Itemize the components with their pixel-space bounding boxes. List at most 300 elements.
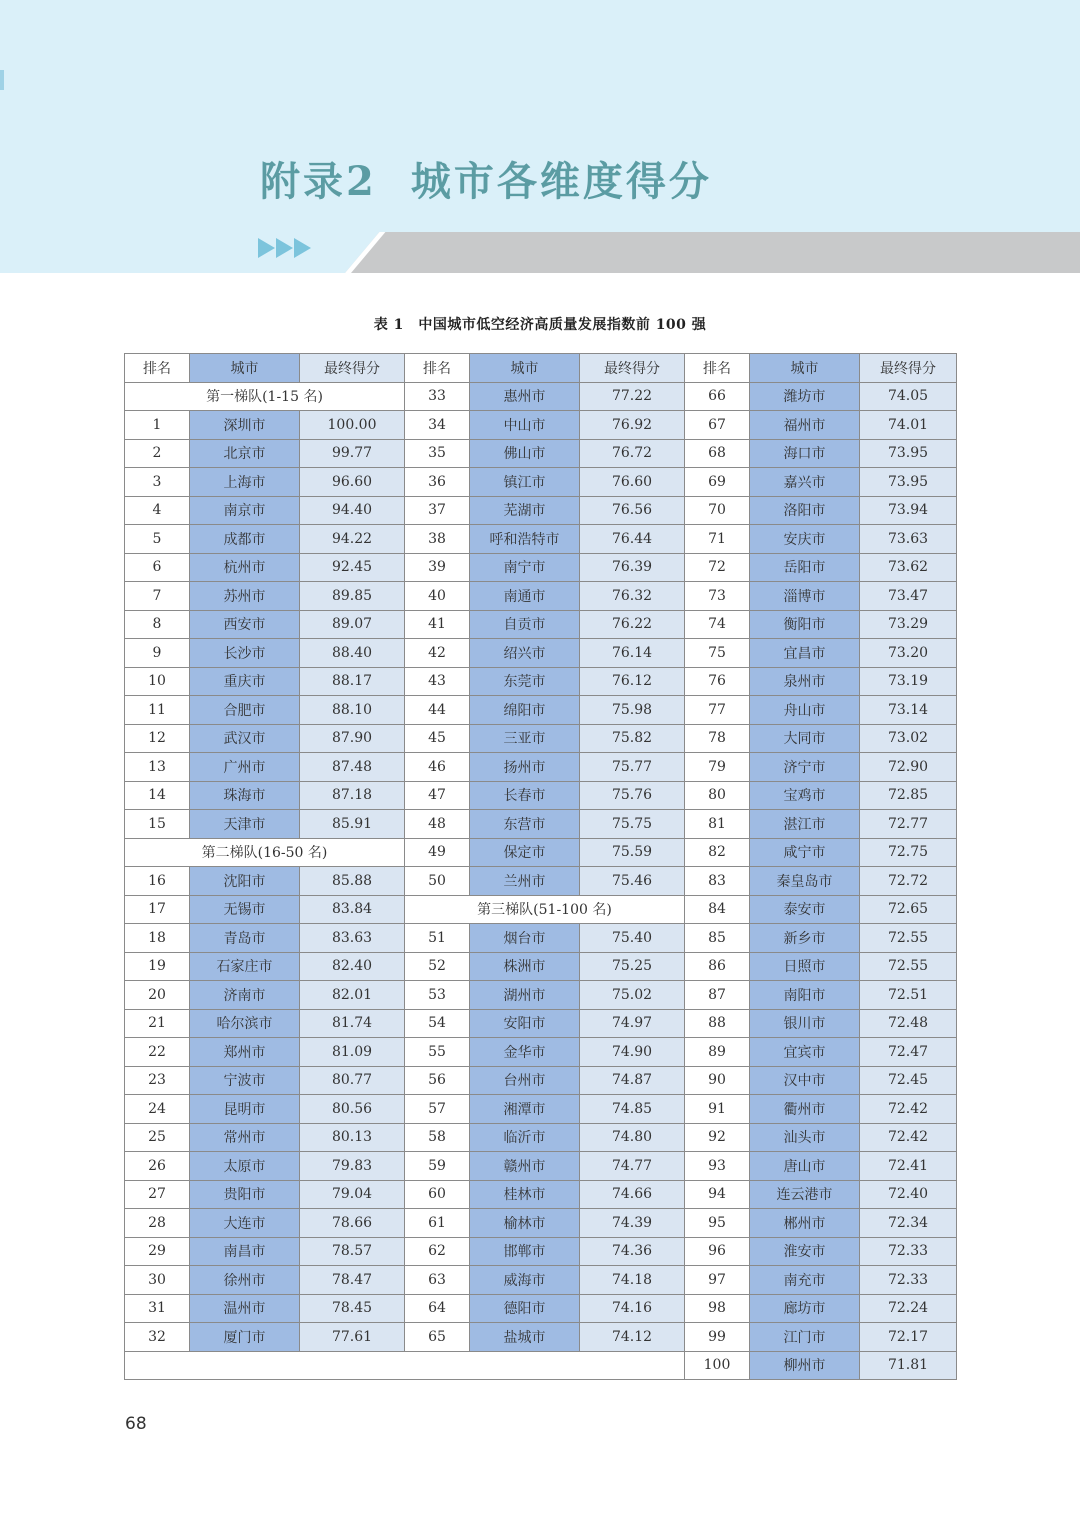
rank-cell: 20 xyxy=(125,981,190,1010)
rank-cell: 24 xyxy=(125,1095,190,1124)
score-cell: 96.60 xyxy=(300,468,405,497)
table-row xyxy=(125,753,957,782)
table-row xyxy=(125,1180,957,1209)
city-cell: 赣州市 xyxy=(470,1152,580,1181)
score-cell: 74.18 xyxy=(580,1266,685,1295)
rank-cell: 76 xyxy=(685,667,750,696)
rank-cell: 39 xyxy=(405,553,470,582)
page-title-prefix: 附录2 xyxy=(260,158,377,205)
city-cell: 东营市 xyxy=(470,810,580,839)
rank-cell: 84 xyxy=(685,895,750,924)
rank-cell: 30 xyxy=(125,1266,190,1295)
table-row xyxy=(125,1266,957,1295)
score-cell: 74.05 xyxy=(860,382,957,411)
arrow-right-icon xyxy=(294,238,311,258)
rank-cell: 96 xyxy=(685,1237,750,1266)
table-row xyxy=(125,1038,957,1067)
city-cell: 连云港市 xyxy=(750,1180,860,1209)
score-cell: 76.92 xyxy=(580,411,685,440)
rank-cell: 12 xyxy=(125,724,190,753)
city-cell: 芜湖市 xyxy=(470,496,580,525)
city-cell: 湛江市 xyxy=(750,810,860,839)
score-cell: 72.33 xyxy=(860,1266,957,1295)
score-cell: 76.32 xyxy=(580,582,685,611)
score-cell: 74.16 xyxy=(580,1294,685,1323)
city-cell: 汕头市 xyxy=(750,1123,860,1152)
score-cell: 72.40 xyxy=(860,1180,957,1209)
city-cell: 泉州市 xyxy=(750,667,860,696)
table-row xyxy=(125,582,957,611)
score-cell: 76.39 xyxy=(580,553,685,582)
city-cell: 兰州市 xyxy=(470,867,580,896)
city-cell: 太原市 xyxy=(190,1152,300,1181)
table-header-row xyxy=(125,354,957,383)
rank-cell: 18 xyxy=(125,924,190,953)
score-cell: 76.22 xyxy=(580,610,685,639)
arrow-right-icon xyxy=(258,238,275,258)
table-row xyxy=(125,439,957,468)
city-cell: 嘉兴市 xyxy=(750,468,860,497)
city-cell: 南昌市 xyxy=(190,1237,300,1266)
rank-cell: 42 xyxy=(405,639,470,668)
rank-cell: 93 xyxy=(685,1152,750,1181)
city-cell: 惠州市 xyxy=(470,382,580,411)
rank-cell: 31 xyxy=(125,1294,190,1323)
table-row xyxy=(125,525,957,554)
rank-cell: 17 xyxy=(125,895,190,924)
score-cell: 74.36 xyxy=(580,1237,685,1266)
rank-cell: 73 xyxy=(685,582,750,611)
table-row xyxy=(125,1294,957,1323)
city-cell: 宝鸡市 xyxy=(750,781,860,810)
city-cell: 三亚市 xyxy=(470,724,580,753)
score-cell: 74.85 xyxy=(580,1095,685,1124)
rank-cell: 86 xyxy=(685,952,750,981)
score-cell: 76.60 xyxy=(580,468,685,497)
rank-cell: 100 xyxy=(685,1351,750,1380)
score-cell: 94.22 xyxy=(300,525,405,554)
banner-edge-mark xyxy=(0,70,4,90)
score-cell: 88.10 xyxy=(300,696,405,725)
score-cell: 72.55 xyxy=(860,952,957,981)
rank-cell: 58 xyxy=(405,1123,470,1152)
city-cell: 衢州市 xyxy=(750,1095,860,1124)
rank-cell: 80 xyxy=(685,781,750,810)
column-header: 最终得分 xyxy=(580,354,685,383)
rank-cell: 23 xyxy=(125,1066,190,1095)
score-cell: 75.59 xyxy=(580,838,685,867)
rank-cell: 66 xyxy=(685,382,750,411)
arrow-right-icon xyxy=(276,238,293,258)
rank-cell: 32 xyxy=(125,1323,190,1352)
rank-cell: 46 xyxy=(405,753,470,782)
city-cell: 潍坊市 xyxy=(750,382,860,411)
city-cell: 南通市 xyxy=(470,582,580,611)
city-cell: 深圳市 xyxy=(190,411,300,440)
table-caption: 表 1 中国城市低空经济高质量发展指数前 100 强 xyxy=(373,317,707,333)
city-cell: 呼和浩特市 xyxy=(470,525,580,554)
column-header: 排名 xyxy=(125,354,190,383)
score-cell: 72.41 xyxy=(860,1152,957,1181)
score-cell: 87.90 xyxy=(300,724,405,753)
tier-label: 第一梯队(1-15 名) xyxy=(125,382,405,411)
rank-cell: 70 xyxy=(685,496,750,525)
table-row xyxy=(125,867,957,896)
city-cell: 青岛市 xyxy=(190,924,300,953)
score-cell: 72.17 xyxy=(860,1323,957,1352)
city-cell: 杭州市 xyxy=(190,553,300,582)
city-cell: 大同市 xyxy=(750,724,860,753)
rank-cell: 55 xyxy=(405,1038,470,1067)
score-cell: 80.13 xyxy=(300,1123,405,1152)
table-row xyxy=(125,496,957,525)
score-cell: 73.63 xyxy=(860,525,957,554)
rank-cell: 15 xyxy=(125,810,190,839)
city-cell: 重庆市 xyxy=(190,667,300,696)
rank-cell: 89 xyxy=(685,1038,750,1067)
score-cell: 72.75 xyxy=(860,838,957,867)
city-cell: 天津市 xyxy=(190,810,300,839)
score-cell: 78.66 xyxy=(300,1209,405,1238)
rank-cell: 40 xyxy=(405,582,470,611)
triple-arrow-icon xyxy=(258,238,312,258)
page-number: 68 xyxy=(125,1414,147,1434)
rank-cell: 45 xyxy=(405,724,470,753)
rank-cell: 33 xyxy=(405,382,470,411)
rank-cell: 68 xyxy=(685,439,750,468)
city-cell: 郑州市 xyxy=(190,1038,300,1067)
rank-cell: 1 xyxy=(125,411,190,440)
city-cell: 安庆市 xyxy=(750,525,860,554)
city-cell: 郴州市 xyxy=(750,1209,860,1238)
city-cell: 盐城市 xyxy=(470,1323,580,1352)
score-cell: 99.77 xyxy=(300,439,405,468)
score-cell: 72.65 xyxy=(860,895,957,924)
rank-cell: 2 xyxy=(125,439,190,468)
city-cell: 厦门市 xyxy=(190,1323,300,1352)
score-cell: 73.14 xyxy=(860,696,957,725)
rank-cell: 29 xyxy=(125,1237,190,1266)
score-cell: 73.94 xyxy=(860,496,957,525)
city-cell: 徐州市 xyxy=(190,1266,300,1295)
rank-cell: 75 xyxy=(685,639,750,668)
column-header: 城市 xyxy=(470,354,580,383)
score-cell: 76.72 xyxy=(580,439,685,468)
rank-cell: 47 xyxy=(405,781,470,810)
city-cell: 临沂市 xyxy=(470,1123,580,1152)
city-cell: 武汉市 xyxy=(190,724,300,753)
score-cell: 72.85 xyxy=(860,781,957,810)
score-cell: 73.20 xyxy=(860,639,957,668)
rank-cell: 63 xyxy=(405,1266,470,1295)
city-cell: 自贡市 xyxy=(470,610,580,639)
score-cell: 88.40 xyxy=(300,639,405,668)
rank-cell: 98 xyxy=(685,1294,750,1323)
city-cell: 海口市 xyxy=(750,439,860,468)
score-cell: 75.40 xyxy=(580,924,685,953)
score-cell: 76.56 xyxy=(580,496,685,525)
rank-cell: 72 xyxy=(685,553,750,582)
city-cell: 洛阳市 xyxy=(750,496,860,525)
rank-cell: 60 xyxy=(405,1180,470,1209)
city-cell: 宜昌市 xyxy=(750,639,860,668)
city-cell: 绍兴市 xyxy=(470,639,580,668)
table-row xyxy=(125,724,957,753)
score-cell: 72.33 xyxy=(860,1237,957,1266)
score-cell: 94.40 xyxy=(300,496,405,525)
rank-cell: 27 xyxy=(125,1180,190,1209)
rank-cell: 37 xyxy=(405,496,470,525)
rank-cell: 28 xyxy=(125,1209,190,1238)
city-cell: 宁波市 xyxy=(190,1066,300,1095)
rank-cell: 74 xyxy=(685,610,750,639)
city-cell: 烟台市 xyxy=(470,924,580,953)
table-row xyxy=(125,696,957,725)
city-cell: 合肥市 xyxy=(190,696,300,725)
city-cell: 南充市 xyxy=(750,1266,860,1295)
score-cell: 75.02 xyxy=(580,981,685,1010)
table-row xyxy=(125,781,957,810)
score-cell: 74.12 xyxy=(580,1323,685,1352)
score-cell: 75.82 xyxy=(580,724,685,753)
score-cell: 100.00 xyxy=(300,411,405,440)
city-cell: 淄博市 xyxy=(750,582,860,611)
rank-cell: 71 xyxy=(685,525,750,554)
rank-cell: 25 xyxy=(125,1123,190,1152)
column-header: 最终得分 xyxy=(300,354,405,383)
score-cell: 85.91 xyxy=(300,810,405,839)
rank-cell: 85 xyxy=(685,924,750,953)
score-cell: 81.09 xyxy=(300,1038,405,1067)
rank-cell: 22 xyxy=(125,1038,190,1067)
city-cell: 汉中市 xyxy=(750,1066,860,1095)
rank-cell: 59 xyxy=(405,1152,470,1181)
city-cell: 泰安市 xyxy=(750,895,860,924)
score-cell: 73.47 xyxy=(860,582,957,611)
page-title-main: 城市各维度得分 xyxy=(410,158,712,205)
city-cell: 台州市 xyxy=(470,1066,580,1095)
city-cell: 广州市 xyxy=(190,753,300,782)
city-cell: 榆林市 xyxy=(470,1209,580,1238)
table-row xyxy=(125,639,957,668)
rank-cell: 61 xyxy=(405,1209,470,1238)
table-row xyxy=(125,382,957,411)
city-cell: 岳阳市 xyxy=(750,553,860,582)
column-header: 城市 xyxy=(750,354,860,383)
city-cell: 南宁市 xyxy=(470,553,580,582)
score-cell: 82.40 xyxy=(300,952,405,981)
score-cell: 71.81 xyxy=(860,1351,957,1380)
rank-cell: 69 xyxy=(685,468,750,497)
rank-cell: 91 xyxy=(685,1095,750,1124)
score-cell: 87.18 xyxy=(300,781,405,810)
score-cell: 77.61 xyxy=(300,1323,405,1352)
score-cell: 72.42 xyxy=(860,1123,957,1152)
table-row xyxy=(125,1123,957,1152)
tier-label: 第二梯队(16-50 名) xyxy=(125,838,405,867)
score-cell: 78.47 xyxy=(300,1266,405,1295)
rank-cell: 21 xyxy=(125,1009,190,1038)
city-cell: 南阳市 xyxy=(750,981,860,1010)
city-cell: 淮安市 xyxy=(750,1237,860,1266)
score-cell: 92.45 xyxy=(300,553,405,582)
score-cell: 72.45 xyxy=(860,1066,957,1095)
city-cell: 佛山市 xyxy=(470,439,580,468)
city-cell: 成都市 xyxy=(190,525,300,554)
score-cell: 79.04 xyxy=(300,1180,405,1209)
rank-cell: 57 xyxy=(405,1095,470,1124)
score-cell: 82.01 xyxy=(300,981,405,1010)
table-row xyxy=(125,1237,957,1266)
score-cell: 75.75 xyxy=(580,810,685,839)
table-row xyxy=(125,1009,957,1038)
city-cell: 湘潭市 xyxy=(470,1095,580,1124)
city-cell: 德阳市 xyxy=(470,1294,580,1323)
city-cell: 温州市 xyxy=(190,1294,300,1323)
rank-cell: 11 xyxy=(125,696,190,725)
title-banner xyxy=(0,0,1080,273)
city-cell: 柳州市 xyxy=(750,1351,860,1380)
score-cell: 74.77 xyxy=(580,1152,685,1181)
column-header: 城市 xyxy=(190,354,300,383)
table-row xyxy=(125,1323,957,1352)
score-cell: 74.97 xyxy=(580,1009,685,1038)
rank-cell: 53 xyxy=(405,981,470,1010)
city-cell: 南京市 xyxy=(190,496,300,525)
score-cell: 73.19 xyxy=(860,667,957,696)
rank-cell: 97 xyxy=(685,1266,750,1295)
score-cell: 77.22 xyxy=(580,382,685,411)
rank-cell: 88 xyxy=(685,1009,750,1038)
city-cell: 沈阳市 xyxy=(190,867,300,896)
score-cell: 74.87 xyxy=(580,1066,685,1095)
rank-cell: 43 xyxy=(405,667,470,696)
table-row xyxy=(125,1209,957,1238)
city-cell: 绵阳市 xyxy=(470,696,580,725)
column-header: 排名 xyxy=(405,354,470,383)
rank-cell: 52 xyxy=(405,952,470,981)
score-cell: 72.51 xyxy=(860,981,957,1010)
score-cell: 73.95 xyxy=(860,468,957,497)
rank-cell: 64 xyxy=(405,1294,470,1323)
table-row xyxy=(125,1066,957,1095)
city-cell: 金华市 xyxy=(470,1038,580,1067)
rank-cell: 87 xyxy=(685,981,750,1010)
ranking-table xyxy=(124,353,957,1380)
city-cell: 株洲市 xyxy=(470,952,580,981)
score-cell: 74.66 xyxy=(580,1180,685,1209)
rank-cell: 79 xyxy=(685,753,750,782)
city-cell: 新乡市 xyxy=(750,924,860,953)
rank-cell: 50 xyxy=(405,867,470,896)
score-cell: 74.80 xyxy=(580,1123,685,1152)
table-row xyxy=(125,895,957,924)
table-row xyxy=(125,924,957,953)
city-cell: 江门市 xyxy=(750,1323,860,1352)
rank-cell: 10 xyxy=(125,667,190,696)
city-cell: 长春市 xyxy=(470,781,580,810)
score-cell: 72.34 xyxy=(860,1209,957,1238)
score-cell: 85.88 xyxy=(300,867,405,896)
city-cell: 保定市 xyxy=(470,838,580,867)
rank-cell: 9 xyxy=(125,639,190,668)
rank-cell: 94 xyxy=(685,1180,750,1209)
rank-cell: 14 xyxy=(125,781,190,810)
table-row xyxy=(125,810,957,839)
city-cell: 镇江市 xyxy=(470,468,580,497)
rank-cell: 65 xyxy=(405,1323,470,1352)
rank-cell: 49 xyxy=(405,838,470,867)
city-cell: 大连市 xyxy=(190,1209,300,1238)
rank-cell: 90 xyxy=(685,1066,750,1095)
table-row xyxy=(125,411,957,440)
rank-cell: 36 xyxy=(405,468,470,497)
score-cell: 73.95 xyxy=(860,439,957,468)
city-cell: 昆明市 xyxy=(190,1095,300,1124)
score-cell: 83.63 xyxy=(300,924,405,953)
rank-cell: 81 xyxy=(685,810,750,839)
city-cell: 常州市 xyxy=(190,1123,300,1152)
city-cell: 石家庄市 xyxy=(190,952,300,981)
rank-cell: 67 xyxy=(685,411,750,440)
score-cell: 72.90 xyxy=(860,753,957,782)
table-row xyxy=(125,667,957,696)
score-cell: 72.77 xyxy=(860,810,957,839)
city-cell: 贵阳市 xyxy=(190,1180,300,1209)
city-cell: 衡阳市 xyxy=(750,610,860,639)
city-cell: 银川市 xyxy=(750,1009,860,1038)
city-cell: 宜宾市 xyxy=(750,1038,860,1067)
rank-cell: 5 xyxy=(125,525,190,554)
rank-cell: 83 xyxy=(685,867,750,896)
city-cell: 西安市 xyxy=(190,610,300,639)
city-cell: 咸宁市 xyxy=(750,838,860,867)
rank-cell: 78 xyxy=(685,724,750,753)
score-cell: 72.72 xyxy=(860,867,957,896)
score-cell: 73.02 xyxy=(860,724,957,753)
rank-cell: 3 xyxy=(125,468,190,497)
city-cell: 舟山市 xyxy=(750,696,860,725)
rank-cell: 4 xyxy=(125,496,190,525)
city-cell: 安阳市 xyxy=(470,1009,580,1038)
rank-cell: 56 xyxy=(405,1066,470,1095)
rank-cell: 41 xyxy=(405,610,470,639)
score-cell: 87.48 xyxy=(300,753,405,782)
city-cell: 桂林市 xyxy=(470,1180,580,1209)
tier-label: 第三梯队(51-100 名) xyxy=(405,895,685,924)
city-cell: 哈尔滨市 xyxy=(190,1009,300,1038)
score-cell: 78.57 xyxy=(300,1237,405,1266)
score-cell: 75.25 xyxy=(580,952,685,981)
page-title xyxy=(260,150,712,207)
rank-cell: 51 xyxy=(405,924,470,953)
city-cell: 威海市 xyxy=(470,1266,580,1295)
rank-cell: 48 xyxy=(405,810,470,839)
score-cell: 79.83 xyxy=(300,1152,405,1181)
rank-cell: 99 xyxy=(685,1323,750,1352)
score-cell: 73.29 xyxy=(860,610,957,639)
table-row xyxy=(125,468,957,497)
score-cell: 75.46 xyxy=(580,867,685,896)
score-cell: 72.47 xyxy=(860,1038,957,1067)
city-cell: 福州市 xyxy=(750,411,860,440)
score-cell: 81.74 xyxy=(300,1009,405,1038)
city-cell: 唐山市 xyxy=(750,1152,860,1181)
score-cell: 73.62 xyxy=(860,553,957,582)
rank-cell: 19 xyxy=(125,952,190,981)
score-cell: 80.56 xyxy=(300,1095,405,1124)
city-cell: 无锡市 xyxy=(190,895,300,924)
